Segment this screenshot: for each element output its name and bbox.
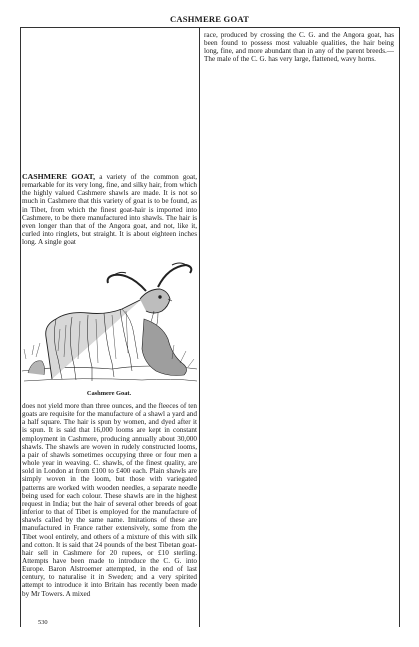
article-heading: CASHMERE GOAT, xyxy=(22,172,96,181)
page-header-title: CASHMERE GOAT xyxy=(169,14,250,24)
cashmere-goat-illustration xyxy=(22,259,197,389)
left-margin-rule xyxy=(20,27,21,627)
page-number: 530 xyxy=(38,619,48,626)
article-intro xyxy=(22,173,197,246)
right-column-text: race, produced by crossing the C. G. and the Angora goat, has been found to possess most valuable qualities, the hair being long, fine, and more abundant than in any of the parent breeds.—The male of the C. G. has very large, flattened, wavy horns. xyxy=(204,31,394,64)
article-continued-text: does not yield more than three ounces, and the fleeces of ten goats are requisite for the manufacture of a shawl a yard and a half square. The hair is spun by women, and dyed after it is spun. It is said that 16,000 looms are kept in constant employment in Cashmere, producing annually about 30,000 shawls. The shawls are woven in rudely constructed looms, a pair of shawls sometimes occupying three or four men a whole year in weaving. C. shawls, of the finest quality, are sold in London at from £100 to £400 each. Plain shawls are simply woven in the loom, but those with variegated patterns are worked with wooden needles, a separate needle being used for each colour. These shawls are in the highest request in India; but the hair of several other breeds of goat inferior to that of Tibet is employed for the manufacture of shawls called by the same name. Imitations of these are manufactured in France rather extensively, some from the Tibet wool entirely, and others of a mixture of this with silk and cotton. It is said that 24 pounds of the best Tibetan goat-hair sell in Cashmere for 20 rupees, or £10 sterling. Attempts have been made to introduce the C. G. into Europe. Baron Alstroemer attempted, in the end of last century, to naturalise it in Sweden; and a very spirited attempt to introduce it into Britain has recently been made by Mr Towers. A mixed xyxy=(22,402,197,598)
column-divider xyxy=(199,27,200,627)
right-margin-rule xyxy=(399,27,400,627)
article-intro-text: a variety of the common goat, remarkable for its very long, fine, and silky hair, from which the highly valued Cashmere shawls are made. It is not so much in Cashmere that this variety of goat is to be found, as in Tibet, from which the finest goat-hair is imported into Cashmere, to be there manufactured into shawls. The hair is even longer than that of the Angora goat, and not, like it, curled into ringlets, but straight. It is about eighteen inches long. A single goat xyxy=(22,173,197,247)
figure-caption: Cashmere Goat. xyxy=(86,390,132,397)
header-rule xyxy=(20,27,399,28)
